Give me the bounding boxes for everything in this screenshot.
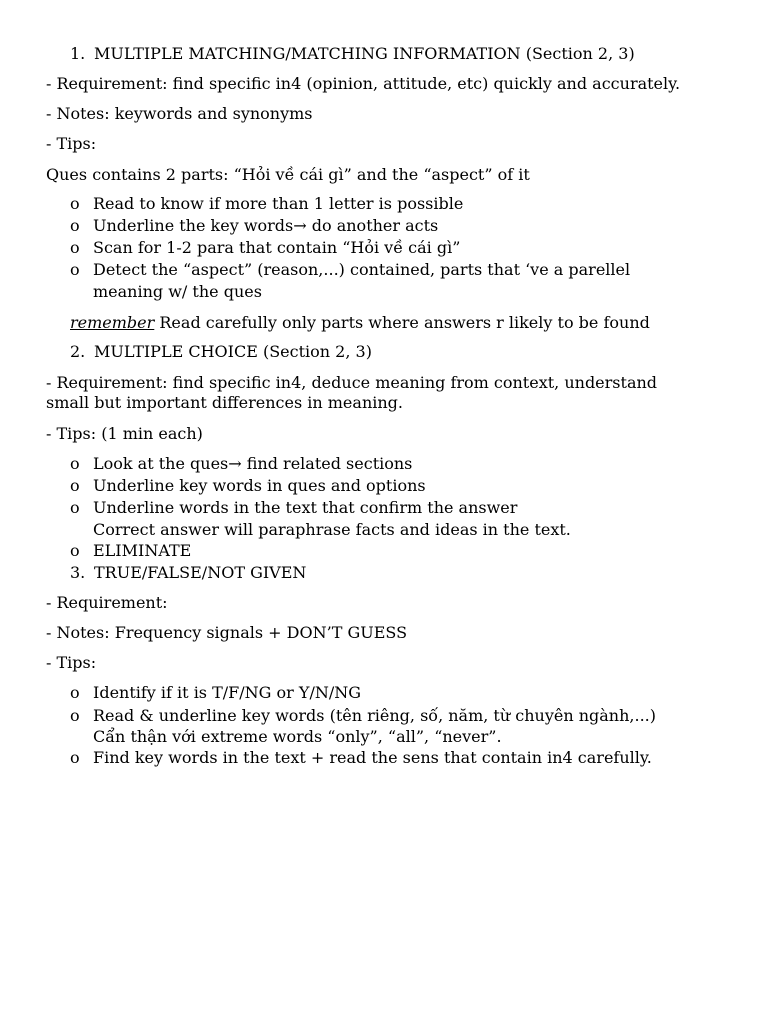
bullet-marker: o	[70, 541, 80, 560]
section-2-requirement-line-2: small but important differences in meaning.	[46, 393, 403, 412]
bullet-marker: o	[70, 683, 80, 702]
section-2-bullet-1	[93, 454, 412, 474]
section-3-tips-label: - Tips:	[46, 653, 97, 672]
section-1-bullet-4: Detect the “aspect” (reason,...) contained, parts that ‘ve a parellel	[93, 260, 631, 279]
section-1-bullet-4-cont: meaning w/ the ques	[93, 282, 262, 301]
section-1-bullet-1: Read to know if more than 1 letter is possible	[93, 194, 464, 213]
section-1-notes: - Notes: keywords and synonyms	[46, 104, 313, 123]
section-1-ques-line: Ques contains 2 parts: “Hỏi về cái gì” and the “aspect” of it	[46, 165, 530, 184]
section-2-bullet-2: Underline key words in ques and options	[93, 476, 426, 495]
bullet-marker: o	[70, 216, 80, 235]
section-2-requirement-line-1: - Requirement: find specific in4, deduce meaning from context, understand	[46, 373, 658, 392]
section-3-bullet-2-cont: Cẩn thận với extreme words “only”, “all”, “never”.	[93, 727, 502, 746]
bullet-part-a: Look at the ques	[93, 454, 229, 473]
section-2-heading	[70, 342, 372, 362]
section-1-requirement: - Requirement: find specific in4 (opinion, attitude, etc) quickly and accurately.	[46, 74, 681, 93]
arrow-right-icon: →	[228, 454, 242, 473]
section-3-requirement: - Requirement:	[46, 593, 168, 612]
section-3-bullet-2: Read & underline key words (tên riêng, số, năm, từ chuyên ngành,...)	[93, 706, 656, 725]
bullet-2-part-a: Underline the key words	[93, 216, 294, 235]
section-1-remember	[70, 313, 650, 333]
remember-word: remember	[70, 313, 155, 332]
section-1-tips-label: - Tips:	[46, 134, 97, 153]
section-2-bullet-3-cont: Correct answer will paraphrase facts and ideas in the text.	[93, 520, 571, 539]
bullet-marker: o	[70, 476, 80, 495]
section-3-notes: - Notes: Frequency signals + DON’T GUESS	[46, 623, 408, 642]
section-2-number: 2.	[70, 342, 86, 361]
bullet-marker: o	[70, 498, 80, 517]
bullet-marker: o	[70, 454, 80, 473]
section-1-bullet-3: Scan for 1-2 para that contain “Hỏi về cái gì”	[93, 238, 461, 257]
section-2-tips-label: - Tips: (1 min each)	[46, 424, 203, 443]
bullet-marker: o	[70, 194, 80, 213]
section-3-bullet-1: Identify if it is T/F/NG or Y/N/NG	[93, 683, 362, 702]
section-1-heading	[70, 44, 635, 64]
section-3-bullet-3: Find key words in the text + read the sens that contain in4 carefully.	[93, 748, 652, 767]
arrow-right-icon: →	[293, 216, 307, 235]
section-1-title: MULTIPLE MATCHING/MATCHING INFORMATION (Section 2, 3)	[94, 44, 635, 63]
section-3-heading	[70, 563, 306, 583]
section-1-bullet-2	[93, 216, 438, 236]
section-1-number: 1.	[70, 44, 86, 63]
bullet-marker: o	[70, 260, 80, 279]
bullet-marker: o	[70, 706, 80, 725]
bullet-marker: o	[70, 748, 80, 767]
section-3-title: TRUE/FALSE/NOT GIVEN	[94, 563, 307, 582]
bullet-marker: o	[70, 238, 80, 257]
section-2-bullet-3: Underline words in the text that confirm the answer	[93, 498, 518, 517]
section-3-number: 3.	[70, 563, 86, 582]
section-2-title: MULTIPLE CHOICE (Section 2, 3)	[94, 342, 372, 361]
bullet-2-part-b: do another acts	[311, 216, 439, 235]
remember-text: Read carefully only parts where answers r likely to be found	[154, 313, 650, 332]
section-2-bullet-4: ELIMINATE	[93, 541, 192, 560]
bullet-part-b: find related sections	[246, 454, 413, 473]
